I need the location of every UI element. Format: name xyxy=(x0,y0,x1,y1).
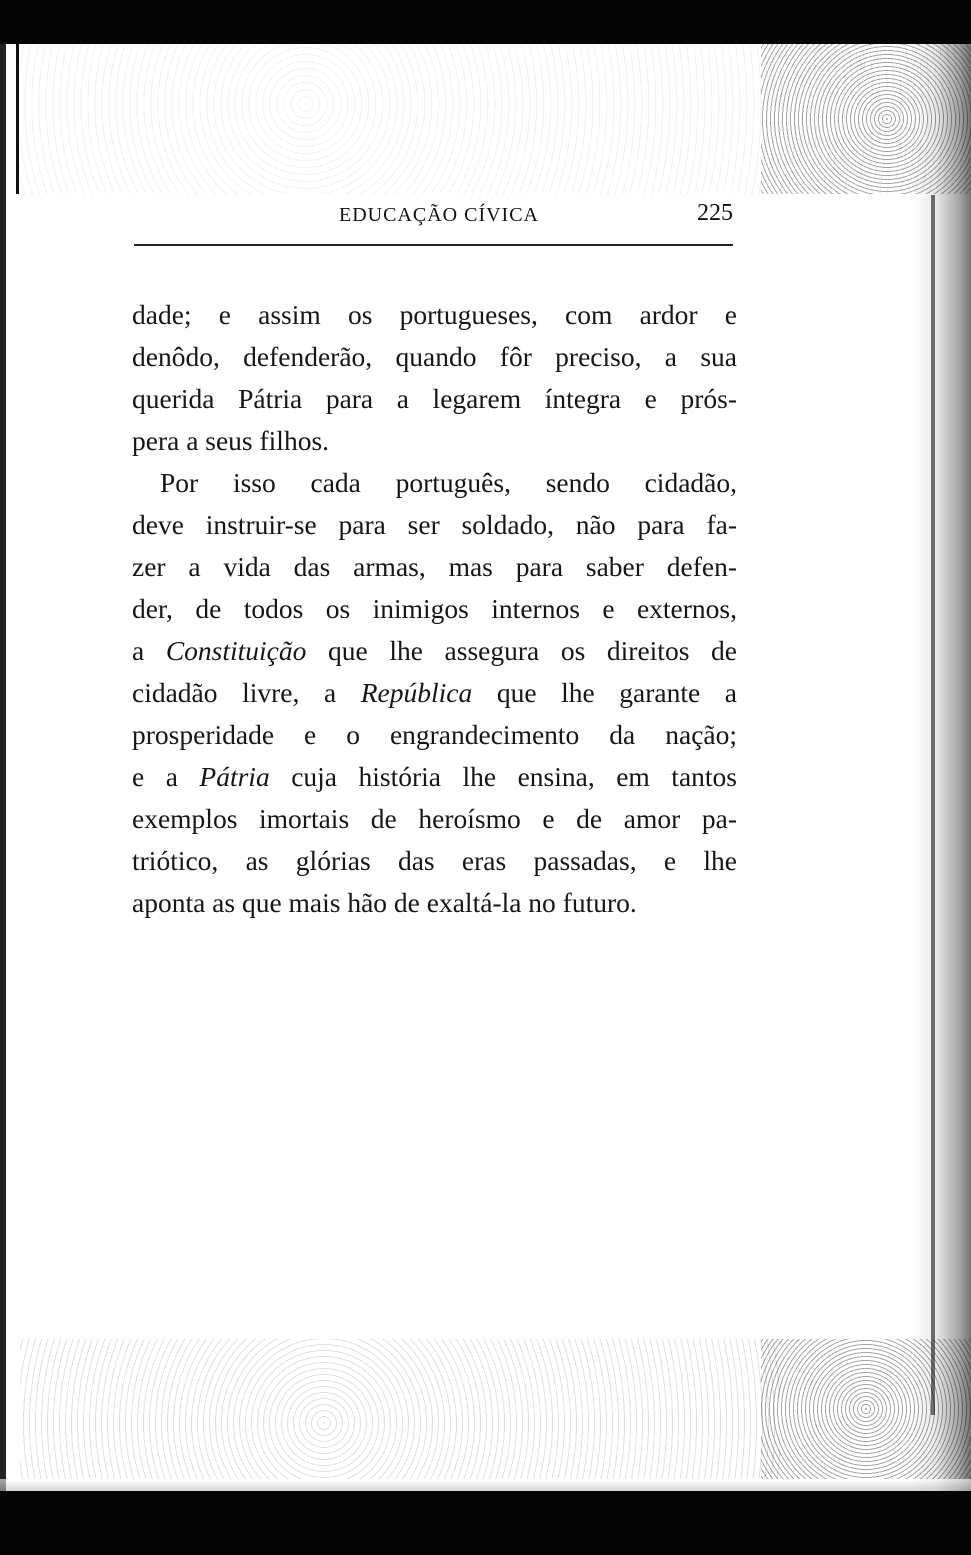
text-run: que lhe assegura os direitos de xyxy=(306,635,737,666)
text-run: aponta as que mais hão de exaltá-la no futuro. xyxy=(132,887,637,918)
text-run: cuja história lhe ensina, em tantos xyxy=(269,761,737,792)
text-line xyxy=(132,294,737,336)
text-line xyxy=(132,462,737,504)
text-run: triótico, as glórias das eras passadas, e lhe xyxy=(132,845,737,876)
text-line xyxy=(132,504,737,546)
running-head xyxy=(132,196,737,236)
text-line xyxy=(132,588,737,630)
scan-shadow-right xyxy=(911,44,971,1491)
page-number: 225 xyxy=(697,200,733,226)
scan-border-top xyxy=(0,0,971,44)
text-line xyxy=(132,378,737,420)
text-line xyxy=(132,630,737,672)
text-run: exemplos imortais de heroísmo e de amor pa- xyxy=(132,803,737,834)
italic-term: Constituição xyxy=(165,635,307,666)
text-run: querida Pátria para a legarem íntegra e prós- xyxy=(132,383,737,414)
text-run: que lhe garante a xyxy=(472,677,737,708)
text-line xyxy=(132,546,737,588)
text-line xyxy=(132,336,737,378)
italic-term: Pátria xyxy=(199,761,270,792)
text-run: e a xyxy=(132,761,200,792)
text-run: cidadão livre, a xyxy=(132,677,361,708)
text-run: Por isso cada português, sendo cidadão, xyxy=(160,467,737,498)
body-text xyxy=(132,294,737,924)
scan-edge-strip xyxy=(931,195,935,1415)
scan-border-left xyxy=(0,44,6,1491)
paragraph xyxy=(132,294,737,462)
text-run: der, de todos os inimigos internos e externos, xyxy=(132,593,737,624)
header-rule xyxy=(134,244,733,246)
book-page xyxy=(132,196,737,918)
text-run: denôdo, defenderão, quando fôr preciso, a sua xyxy=(132,341,737,372)
scan-edge-mark xyxy=(16,44,19,194)
text-run: deve instruir-se para ser soldado, não para fa- xyxy=(132,509,737,540)
italic-term: República xyxy=(360,677,473,708)
text-line xyxy=(132,882,737,924)
text-line xyxy=(132,840,737,882)
text-line xyxy=(132,672,737,714)
running-title: EDUCAÇÃO CÍVICA xyxy=(339,204,539,226)
scan-speckle-bottom-right xyxy=(761,1339,971,1479)
scan-shadow-bottom xyxy=(0,1479,971,1491)
text-line xyxy=(132,756,737,798)
text-line xyxy=(132,714,737,756)
text-run: zer a vida das armas, mas para saber defen- xyxy=(132,551,737,582)
paragraph xyxy=(132,462,737,924)
scan-border-bottom xyxy=(0,1491,971,1555)
text-run: pera a seus filhos. xyxy=(132,425,330,456)
text-run: dade; e assim os portugueses, com ardor e xyxy=(132,299,737,330)
text-run: prosperidade e o engrandecimento da nação; xyxy=(132,719,737,750)
scan-speckle-bottom xyxy=(20,1339,780,1479)
text-line xyxy=(132,420,737,462)
text-run: a xyxy=(132,635,166,666)
text-line xyxy=(132,798,737,840)
